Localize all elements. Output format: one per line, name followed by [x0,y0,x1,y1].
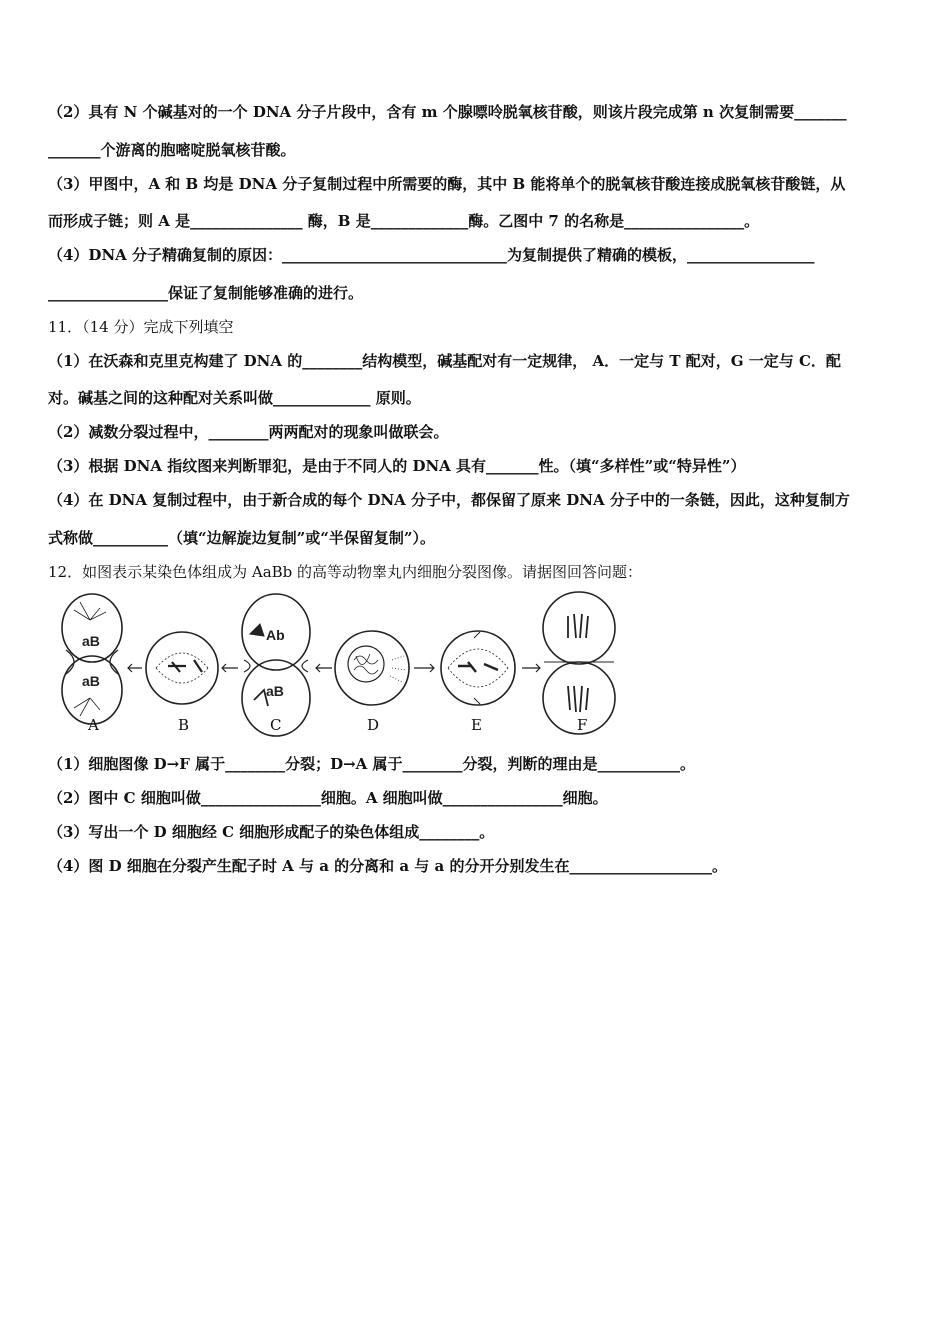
q12-part4: （4）图 D 细胞在分裂产生配子时 A 与 a 的分离和 a 与 a 的分开分别发生在___________________。 [48,857,727,875]
q10-part3-line2: 而形成子链；则 A 是_______________ 酶，B 是_____________酶。乙图中 7 的名称是________________。 [48,212,760,230]
q12-part1: （1）细胞图像 D→F 属于________分裂；D→A 属于________分裂，判断的理由是___________。 [48,755,696,773]
q11-part2: （2）减数分裂过程中，________两两配对的现象叫做联会。 [48,423,449,441]
q10-part2-line1: （2）具有 N 个碱基对的一个 DNA 分子片段中，含有 m 个腺嘌呤脱氧核苷酸，则该片段完成第 n 次复制需要_______ [48,103,847,121]
q10-part3-line1: （3）甲图中，A 和 B 均是 DNA 分子复制过程中所需要的酶，其中 B 能将单个的脱氧核苷酸连接成脱氧核苷酸链，从 [48,175,846,193]
cell-label-e: E [471,716,482,734]
q11-part3: （3）根据 DNA 指纹图来判断罪犯，是由于不同人的 DNA 具有_______性。（填“多样性”或“特异性”） [48,457,746,475]
cell-division-figure [44,590,634,740]
cell-e-diagram [441,631,515,705]
cell-a-top-genes: aB [82,633,100,649]
q10-part4-line1: （4）DNA 分子精确复制的原因：______________________________为复制提供了精确的模板，_________________ [48,246,815,264]
cell-f-diagram [543,592,615,734]
q11-header: 11．（14 分）完成下列填空 [48,318,234,336]
q10-part4-line2: ________________保证了复制能够准确的进行。 [48,284,364,302]
cell-c-top-genes: Ab [266,627,285,643]
q12-part3: （3）写出一个 D 细胞经 C 细胞形成配子的染色体组成________。 [48,823,495,841]
cell-label-a: A [88,716,99,734]
cell-label-b: B [178,716,190,734]
progression-arrows [128,664,540,672]
cell-label-d: D [367,716,380,734]
cell-label-c: C [270,716,282,734]
q11-part1-line1: （1）在沃森和克里克构建了 DNA 的________结构模型，碱基配对有一定规律， A．一定与 T 配对，G 一定与 C．配 [48,352,841,370]
q12-part2: （2）图中 C 细胞叫做________________细胞。A 细胞叫做________________细胞。 [48,789,608,807]
cell-c-diagram [242,594,310,736]
q11-part1-line2: 对。碱基之间的这种配对关系叫做_____________ 原则。 [48,389,421,407]
cell-a-bottom-genes: aB [82,673,100,689]
q10-part2-line2: _______个游离的胞嘧啶脱氧核苷酸。 [48,141,296,159]
cell-c-bottom-genes: aB [266,683,284,699]
q12-header: 12．如图表示某染色体组成为 AaBb 的高等动物睾丸内细胞分裂图像。请据图回答问题： [48,563,643,581]
cell-b-diagram [146,632,218,704]
cell-a-diagram [62,594,122,724]
cell-d-diagram [335,631,409,705]
q11-part4-line2: 式称做__________（填“边解旋边复制”或“半保留复制”）。 [48,529,436,547]
q11-part4-line1: （4）在 DNA 复制过程中，由于新合成的每个 DNA 分子中，都保留了原来 DNA 分子中的一条链，因此，这种复制方 [48,491,850,509]
cell-label-f: F [577,716,588,734]
